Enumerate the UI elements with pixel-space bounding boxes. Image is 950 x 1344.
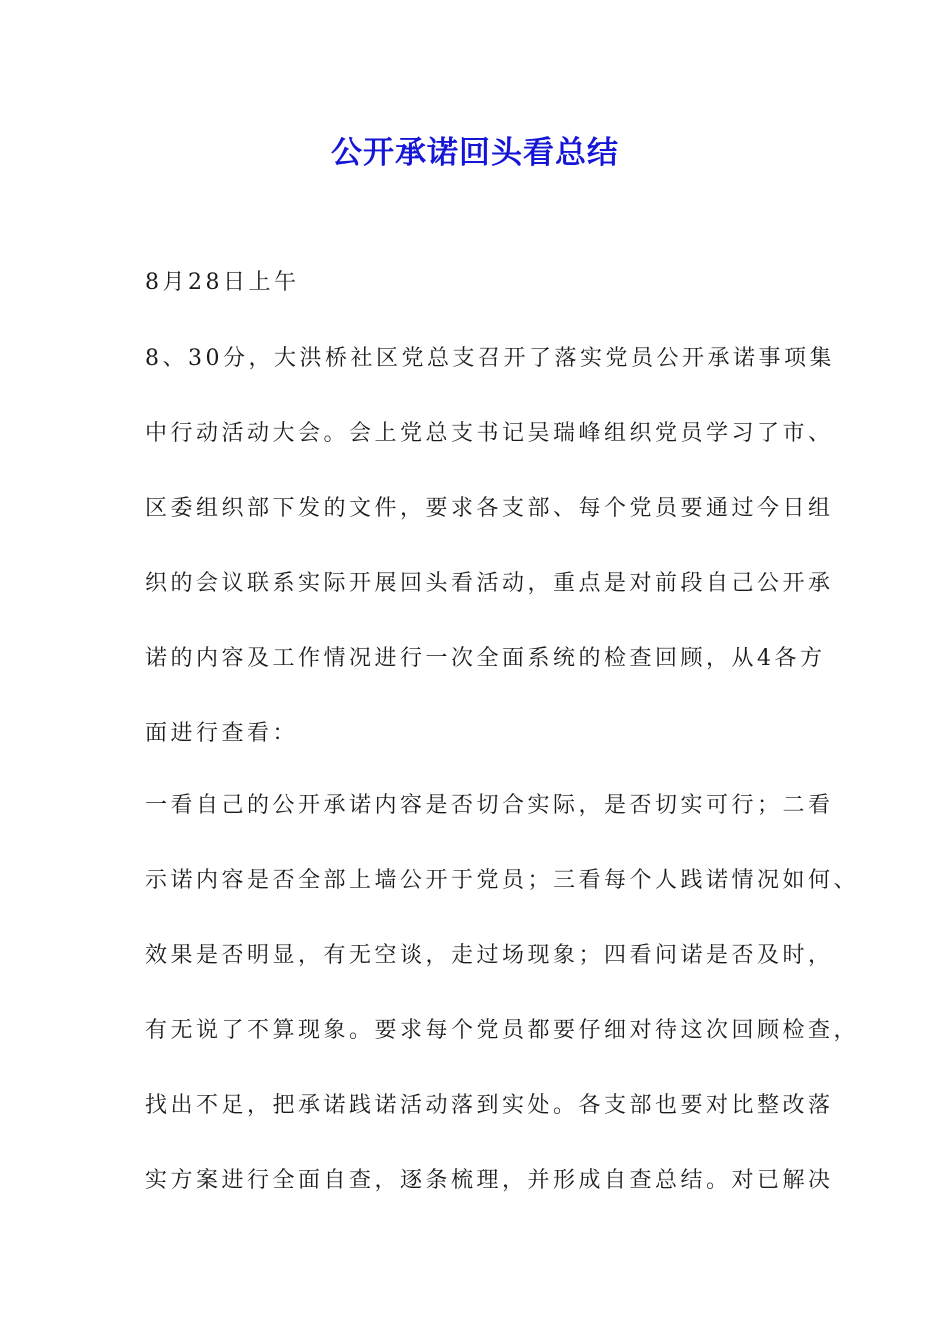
paragraph-line: 找出不足，把承诺践诺活动落到实处。各支部也要对比整改落 [145,1093,834,1118]
paragraph-line: 区委组织部下发的文件，要求各支部、每个党员要通过今日组 [145,496,834,521]
paragraph-line: 织的会议联系实际开展回头看活动，重点是对前段自己公开承 [145,571,834,596]
paragraph-line: 8、30分，大洪桥社区党总支召开了落实党员公开承诺事项集 [145,346,835,371]
paragraph-line: 实方案进行全面自查，逐条梳理，并形成自查总结。对已解决 [145,1168,834,1193]
paragraph-line: 一看自己的公开承诺内容是否切合实际，是否切实可行；二看 [145,793,834,818]
paragraph-line: 效果是否明显，有无空谈，走过场现象；四看问诺是否及时， [145,943,834,968]
paragraph-line: 示诺内容是否全部上墙公开于党员；三看每个人践诺情况如何、 [145,868,860,893]
paragraph-line: 诺的内容及工作情况进行一次全面系统的检查回顾，从4各方 [145,646,826,671]
paragraph-line: 有无说了不算现象。要求每个党员都要仔细对待这次回顾检查， [145,1018,860,1043]
document-title: 公开承诺回头看总结 [331,135,619,171]
paragraph-line: 面进行查看： [145,721,299,746]
paragraph-line: 中行动活动大会。会上党总支书记吴瑞峰组织党员学习了市、 [145,421,834,446]
paragraph-line: 8月28日上午 [145,270,300,295]
